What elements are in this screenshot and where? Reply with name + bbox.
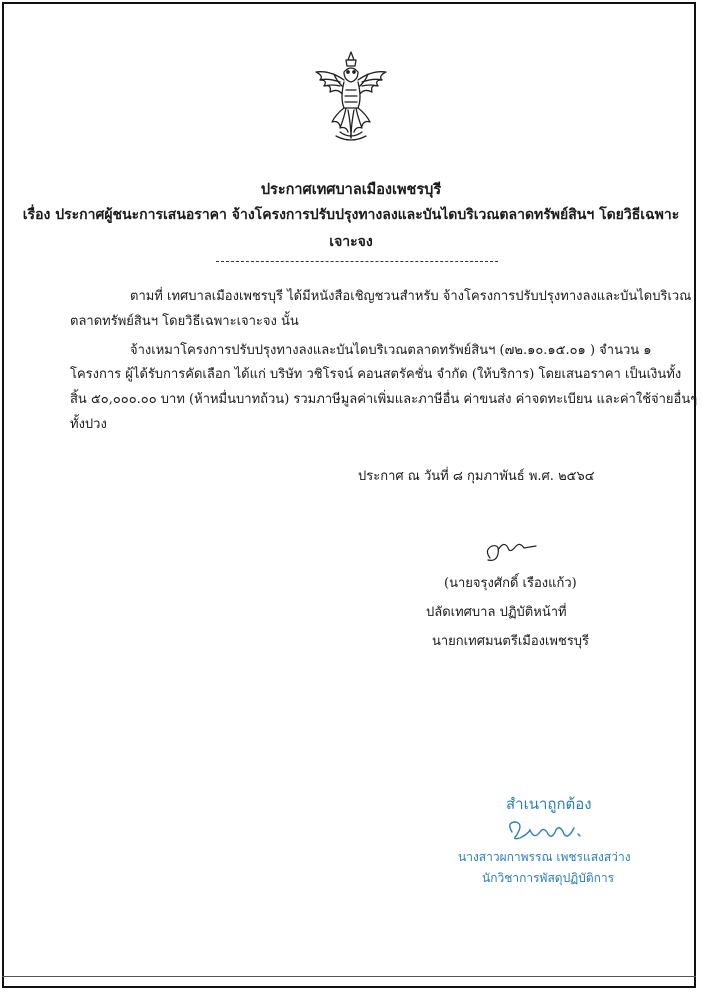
paragraph-2-line-2: โครงการ ผู้ได้รับการคัดเลือก ได้แก่ บริษัท วชิโรจน์ คอนสตรัคชั่น จำกัด (ให้บริการ) โดยเสนอราคา เป็นเงินทั้ง bbox=[70, 367, 682, 382]
paragraph-2-line-3: สิ้น ๕๐,๐๐๐.๐๐ บาท (ห้าหมื่นบาทถ้วน) รวมภาษีมูลค่าเพิ่มและภาษีอื่น ค่าขนส่ง ค่าจดทะเบียน และค่าใช้จ่ายอื่นๆ bbox=[70, 392, 698, 407]
subject-line-continued: เจาะจง bbox=[329, 234, 373, 250]
garuda-emblem-icon bbox=[310, 50, 392, 142]
page-border bbox=[2, 2, 696, 988]
paragraph-2-line-4: ทั้งปวง bbox=[70, 417, 107, 432]
paragraph-1-line-2: ตลาดทรัพย์สินฯ โดยวิธีเฉพาะเจาะจง นั้น bbox=[70, 314, 299, 329]
announcement-date: ประกาศ ณ วันที่ ๘ กุมภาพันธ์ พ.ศ. ๒๕๖๔ bbox=[358, 469, 595, 484]
subject-line: เรื่อง ประกาศผู้ชนะการเสนอราคา จ้างโครงการปรับปรุงทางลงและบันไดบริเวณตลาดทรัพย์สินฯ โดยวิธีเฉพาะ bbox=[22, 207, 680, 223]
signature-icon bbox=[482, 536, 540, 566]
certified-copy-stamp: สำเนาถูกต้อง bbox=[506, 795, 592, 813]
signatory-acting-position: นายกเทศมนตรีเมืองเพชรบุรี bbox=[432, 634, 590, 649]
dashed-divider bbox=[216, 261, 498, 262]
paragraph-1-line-1: ตามที่ เทศบาลเมืองเพชรบุรี ได้มีหนังสือเชิญชวนสำหรับ จ้างโครงการปรับปรุงทางลงและบันไดบริเวณ bbox=[130, 289, 692, 304]
announcement-title: ประกาศเทศบาลเมืองเพชรบุรี bbox=[260, 181, 442, 198]
bottom-rule bbox=[2, 976, 696, 977]
signatory-position: ปลัดเทศบาล ปฏิบัติหน้าที่ bbox=[426, 605, 567, 620]
certifier-signature-icon bbox=[502, 814, 584, 844]
signatory-name: (นายจรุงศักดิ์ เรืองแก้ว) bbox=[444, 576, 577, 591]
certifier-position: นักวิชาการพัสดุปฏิบัติการ bbox=[482, 871, 615, 885]
certifier-name: นางสาวผกาพรรณ เพชรแสงสว่าง bbox=[458, 850, 631, 864]
paragraph-2-line-1: จ้างเหมาโครงการปรับปรุงทางลงและบันไดบริเวณตลาดทรัพย์สินฯ (๗๒.๑๐.๑๕.๐๑ ) จำนวน ๑ bbox=[130, 343, 652, 358]
